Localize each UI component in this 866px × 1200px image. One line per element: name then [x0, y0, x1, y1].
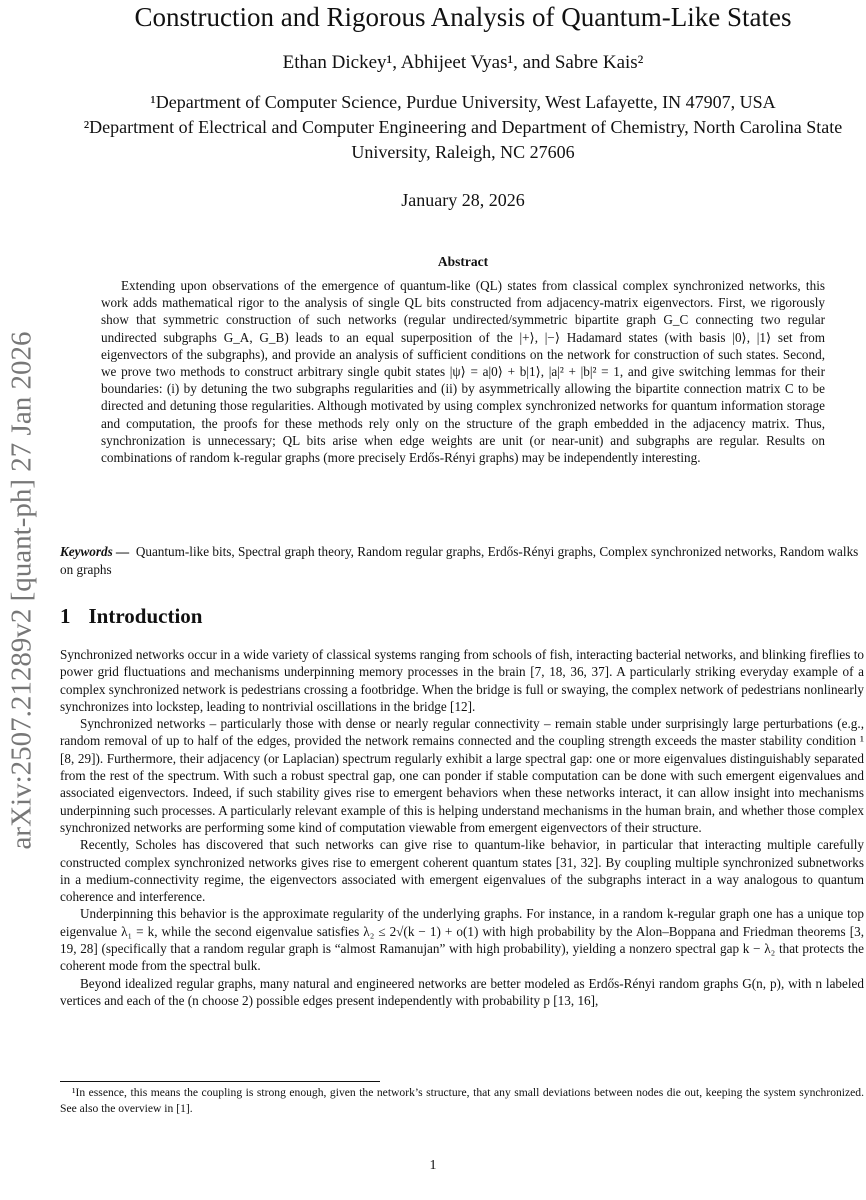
- paragraph-4: Underpinning this behavior is the approximate regularity of the underlying graphs. For instance, in a random k-regular graph one has a unique top eigenvalue λ₁ = k, while the second eigenvalue satisfies λ₂ ≤ 2√(k − 1) + o(1) with high probability by the Alon–Boppana and Friedman theorems [3, 19, 28] (specifically that a random regular graph is “almost Ramanujan” with high probability), yielding a nonzero spectral gap k − λ₂ that protects the coherent mode from the spectral bulk.: [60, 906, 864, 974]
- paragraph-3: Recently, Scholes has discovered that such networks can give rise to quantum-like behavior, in particular that interacting multiple carefully constructed complex synchronized networks gives rise to emergent coherent quantum states [31, 32]. By coupling multiple synchronized subnetworks in a medium-connectivity regime, the eigenvectors associated with emergent eigenvalues of the subgraphs interact in a way analogous to quantum coherence and interference.: [60, 837, 864, 905]
- paragraph-2: Synchronized networks – particularly those with dense or nearly regular connectivity – remain stable under surprisingly large perturbations (e.g., random removal of up to half of the edges, provided the network remains connected and the coupling strength exceeds the master stability condition ¹ [8, 29]). Furthermore, their adjacency (or Laplacian) spectrum regularly exhibit a large spectral gap: one or more eigenvalues distinguishably separated from the rest of the spectrum. With such a robust spectral gap, one can ponder if stable computation can be done with such emergent eigenvalues and associated eigenvectors. Indeed, if such stability gives rise to emergent behaviors when these networks interact, it can allow insight into mechanisms underpinning such processes. A particularly relevant example of this is helping understand mechanisms in the human brain, and whether those complex synchronized networks are performing some kind of computation viewable from emergent eigenvectors of their structure.: [60, 716, 864, 835]
- section-number: 1: [60, 604, 71, 628]
- keywords: [60, 543, 864, 579]
- paper-title: Construction and Rigorous Analysis of Quantum-Like States: [134, 2, 792, 32]
- publication-date: January 28, 2026: [401, 190, 525, 210]
- section-title: Introduction: [88, 604, 203, 628]
- arxiv-identifier: arXiv:2507.21289v2 [quant-ph] 27 Jan 2026: [5, 331, 38, 849]
- paragraph-1: Synchronized networks occur in a wide variety of classical systems ranging from schools of fish, interacting bacterial networks, and blinking fireflies to power grid fluctuations and mechanisms underpinning memory processes in the brain [7, 18, 36, 37]. A particularly striking everyday example of a complex synchronized network is pedestrians crossing a footbridge. When the bridge is full or swaying, the complex network of pedestrians nonlinearly synchronizes into lockstep, leading to nontrivial oscillations in the bridge [12].: [60, 647, 864, 714]
- author-list: Ethan Dickey¹, Abhijeet Vyas¹, and Sabre Kais²: [282, 52, 644, 73]
- abstract-heading: Abstract: [437, 254, 489, 269]
- affiliations: [60, 90, 866, 165]
- footnote-rule: [60, 1081, 380, 1082]
- arxiv-stamp: [4, 240, 40, 940]
- paragraph-5: Beyond idealized regular graphs, many natural and engineered networks are better modeled as Erdős-Rényi random graphs G(n, p), with n labeled vertices and each of the (n choose 2) possible edges present independently with probability p [13, 16],: [60, 975, 864, 1008]
- affiliation-2: ²Department of Electrical and Computer Engineering and Department of Chemistry, North Carolina State University, Raleigh, NC 27606: [83, 117, 843, 162]
- page-number: 1: [429, 1158, 437, 1173]
- introduction-body: [60, 646, 864, 1009]
- section-heading: [60, 604, 202, 629]
- footnote-1: ¹In essence, this means the coupling is strong enough, given the network’s structure, that any small deviations between nodes die out, keeping the system synchronized. See also the overview in [1].: [60, 1086, 864, 1115]
- abstract-text: Extending upon observations of the emergence of quantum-like (QL) states from classical complex synchronized networks, this work adds mathematical rigor to the analysis of single QL bits constructed from adjacency-matrix eigenvectors. First, we rigorously show that symmetric construction of such networks (regular undirected/symmetric bipartite graph G_C connecting two regular undirected subgraphs G_A, G_B) leads to an equal superposition of the |+⟩, |−⟩ Hadamard states (with basis |0⟩, |1⟩ set from eigenvectors of the subgraphs), and provide an analysis of sufficient conditions on the network for construction of such states. Second, we prove two methods to construct arbitrary single qubit states |ψ⟩ = a|0⟩ + b|1⟩, |a|² + |b|² = 1, and give switching lemmas for their boundaries: (i) by detuning the two subgraphs regularities and (ii) by asymmetrically allowing the bipartite connection matrix C to be directed and detuning those regularities. Although motivated by using complex synchronized networks for quantum information storage and computation, the proofs for these methods rely only on the structure of the graph embedded in the adjacency matrix. Thus, synchronization is unnecessary; QL bits arise when edge weights are unit (or near-unit) and subgraphs are regular. Results on combinations of random k-regular graphs (more precisely Erdős-Rényi graphs) may be independently interesting.: [101, 278, 825, 466]
- keywords-list: Quantum-like bits, Spectral graph theory, Random regular graphs, Erdős-Rényi graphs, Complex synchronized networks, Random walks on graphs: [60, 544, 859, 577]
- keywords-label: Keywords —: [60, 544, 130, 559]
- affiliation-1: ¹Department of Computer Science, Purdue University, West Lafayette, IN 47907, USA: [150, 92, 776, 112]
